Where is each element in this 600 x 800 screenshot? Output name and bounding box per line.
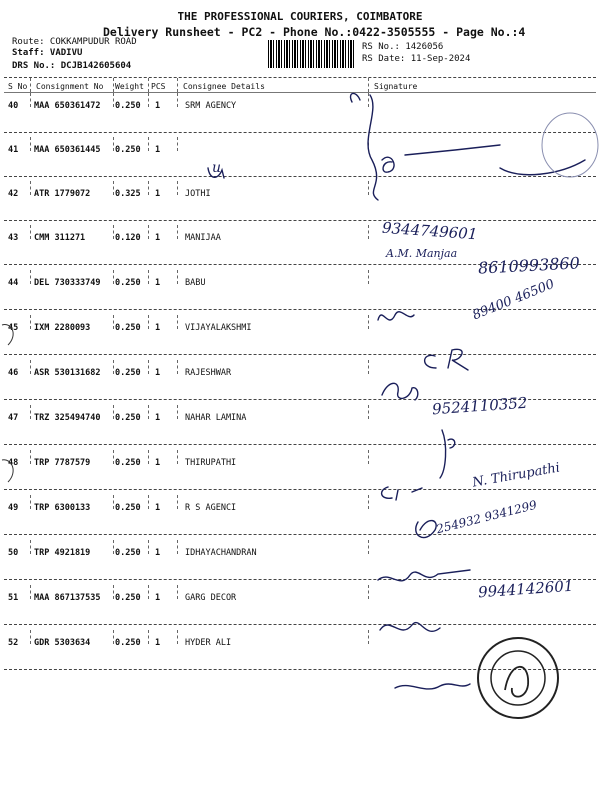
signature-stroke	[382, 487, 398, 500]
handwritten-phone-49: 254932 9341299	[434, 497, 539, 537]
rs-number: RS No.: 1426056	[362, 42, 444, 52]
row-weight: 0.250	[115, 593, 141, 603]
row-pcs: 1	[155, 413, 161, 423]
col-header-weight: Weight	[115, 82, 144, 91]
row-pcs: 1	[155, 145, 161, 155]
handwritten-phone-46: 9524110352	[431, 393, 528, 419]
row-sno: 50	[8, 548, 19, 558]
row-weight: 0.250	[115, 368, 141, 378]
row-consignee: THIRUPATHI	[185, 458, 237, 468]
row-weight: 0.250	[115, 458, 141, 468]
col-header-sno: S No	[8, 82, 28, 91]
runsheet-title: Delivery Runsheet - PC2 - Phone No.:0422-3505555 - Page No.:4	[103, 25, 526, 39]
row-sno: 52	[8, 638, 19, 648]
row-consignment: IXM 2280093	[34, 323, 91, 333]
company-name: THE PROFESSIONAL COURIERS, COIMBATORE	[177, 10, 423, 23]
round-stamp-icon	[478, 638, 558, 718]
signature-stroke	[380, 623, 440, 632]
row-consignment: GDR 5303634	[34, 638, 91, 648]
row-consignment: TRP 4921819	[34, 548, 91, 558]
route-label: Route: COKKAMPUDUR ROAD	[12, 37, 137, 47]
signature-stroke	[395, 684, 470, 689]
row-pcs: 1	[155, 323, 161, 333]
handwritten-phone-43a: 9344749601	[381, 218, 478, 244]
row-consignee: JOTHI	[185, 189, 211, 199]
row-consignee: NAHAR LAMINA	[185, 413, 247, 423]
row-weight: 0.250	[115, 638, 141, 648]
staff-label: Staff: VADIVU	[12, 48, 83, 58]
row-consignment: CMM 311271	[34, 233, 86, 243]
row-pcs: 1	[155, 503, 161, 513]
row-pcs: 1	[155, 593, 161, 603]
row-consignee: BABU	[185, 278, 206, 288]
row-pcs: 1	[155, 101, 161, 111]
pen-mark	[2, 325, 13, 345]
row-sno: 46	[8, 368, 19, 378]
signature-stroke	[378, 312, 414, 320]
row-weight: 0.250	[115, 323, 141, 333]
signature-stroke	[416, 521, 436, 538]
row-consignment: TRZ 325494740	[34, 413, 101, 423]
handwritten-name-48: N. Thirupathi	[471, 460, 562, 491]
row-consignment: ASR 530131682	[34, 368, 101, 378]
row-pcs: 1	[155, 278, 161, 288]
row-sno: 51	[8, 593, 19, 603]
row-weight: 0.250	[115, 503, 141, 513]
signature-stroke	[425, 349, 468, 370]
row-sno: 49	[8, 503, 19, 513]
signature-stroke	[368, 95, 378, 200]
row-consignee: MANIJAA	[185, 233, 221, 243]
col-header-signature: Signature	[374, 82, 418, 91]
row-consignee: SRM AGENCY	[185, 101, 237, 111]
row-consignee: R S AGENCI	[185, 503, 237, 513]
row-consignment: MAA 867137535	[34, 593, 101, 603]
col-header-consignment: Consignment No	[36, 82, 104, 91]
row-weight: 0.250	[115, 145, 141, 155]
signature-stroke	[382, 383, 418, 400]
col-header-consignee: Consignee Details	[183, 82, 265, 91]
signature-stroke	[405, 145, 500, 155]
signature-stroke	[378, 570, 470, 581]
row-consignee: RAJESHWAR	[185, 368, 232, 378]
row-weight: 0.250	[115, 101, 141, 111]
handwritten-phone-43c: 8610993860	[477, 253, 581, 278]
row-pcs: 1	[155, 233, 161, 243]
signature-stroke	[382, 157, 394, 172]
row-consignee: VIJAYALAKSHMI	[185, 323, 252, 333]
row-consignment: MAA 650361472	[34, 101, 101, 111]
signature-stroke	[412, 488, 422, 492]
row-sno: 41	[8, 145, 19, 155]
handwritten-note-41: u	[212, 160, 222, 176]
row-weight: 0.250	[115, 413, 141, 423]
row-consignment: DEL 730333749	[34, 278, 101, 288]
row-consignment: TRP 7787579	[34, 458, 91, 468]
row-consignment: MAA 650361445	[34, 145, 101, 155]
pen-mark	[2, 460, 13, 482]
row-sno: 40	[8, 101, 19, 111]
rs-date: RS Date: 11-Sep-2024	[362, 54, 471, 64]
handwritten-phone-50: 9944142601	[477, 576, 574, 602]
row-pcs: 1	[155, 458, 161, 468]
row-weight: 0.250	[115, 278, 141, 288]
row-sno: 42	[8, 189, 19, 199]
row-sno: 45	[8, 323, 19, 333]
row-pcs: 1	[155, 189, 161, 199]
row-sno: 47	[8, 413, 19, 423]
row-sno: 43	[8, 233, 19, 243]
signature-stroke	[351, 93, 360, 102]
signature-stroke	[440, 430, 455, 478]
row-weight: 0.325	[115, 189, 141, 199]
row-weight: 0.120	[115, 233, 141, 243]
row-pcs: 1	[155, 638, 161, 648]
row-consignee: IDHAYACHANDRAN	[185, 548, 257, 558]
handwritten-name-43b: A.M. Manjaa	[386, 247, 458, 260]
row-weight: 0.250	[115, 548, 141, 558]
col-header-pcs: PCS	[151, 82, 166, 91]
row-sno: 48	[8, 458, 19, 468]
row-pcs: 1	[155, 368, 161, 378]
drs-number: DRS No.: DCJB142605604	[12, 61, 132, 71]
signature-stroke	[500, 160, 585, 175]
row-consignment: ATR 1779072	[34, 189, 91, 199]
row-consignee: GARG DECOR	[185, 593, 237, 603]
handwritten-note-44: 89400 46500	[470, 276, 557, 324]
row-pcs: 1	[155, 548, 161, 558]
row-consignment: TRP 6300133	[34, 503, 91, 513]
row-sno: 44	[8, 278, 19, 288]
row-consignee: HYDER ALI	[185, 638, 232, 648]
